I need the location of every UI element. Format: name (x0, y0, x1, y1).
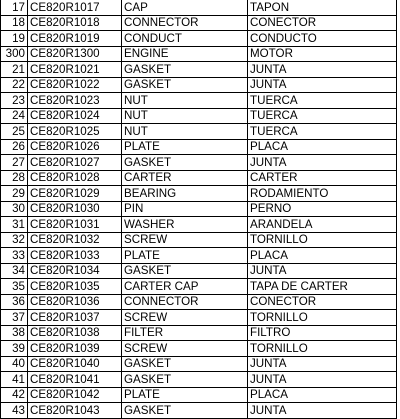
spanish-name-cell: FILTRO (248, 325, 397, 341)
item-number-cell: 28 (1, 170, 28, 186)
spanish-name-cell: RODAMIENTO (248, 186, 397, 202)
item-number-cell: 22 (1, 77, 28, 93)
part-code-cell: CE820R1021 (28, 62, 122, 78)
part-code-cell: CE820R1043 (28, 403, 122, 419)
english-name-cell: FILTER (122, 325, 248, 341)
english-name-cell: CONDUCT (122, 31, 248, 47)
spanish-name-cell: JUNTA (248, 62, 397, 78)
spanish-name-cell: TUERCA (248, 108, 397, 124)
english-name-cell: CARTER (122, 170, 248, 186)
english-name-cell: NUT (122, 93, 248, 109)
english-name-cell: GASKET (122, 155, 248, 171)
spanish-name-cell: TORNILLO (248, 232, 397, 248)
part-code-cell: CE820R1028 (28, 170, 122, 186)
part-code-cell: CE820R1023 (28, 93, 122, 109)
item-number-cell: 35 (1, 279, 28, 295)
table-row (1, 15, 397, 31)
english-name-cell: ENGINE (122, 46, 248, 62)
english-name-cell: SCREW (122, 232, 248, 248)
spanish-name-cell: CONDUCTO (248, 31, 397, 47)
part-code-cell: CE820R1037 (28, 310, 122, 326)
english-name-cell: SCREW (122, 310, 248, 326)
part-code-cell: CE820R1031 (28, 217, 122, 233)
spanish-name-cell: JUNTA (248, 77, 397, 93)
item-number-cell: 31 (1, 217, 28, 233)
item-number-cell: 27 (1, 155, 28, 171)
english-name-cell: NUT (122, 108, 248, 124)
table-row (1, 139, 397, 155)
item-number-cell: 300 (1, 46, 28, 62)
english-name-cell: GASKET (122, 62, 248, 78)
english-name-cell: GASKET (122, 263, 248, 279)
spanish-name-cell: TUERCA (248, 124, 397, 140)
spanish-name-cell: PLACA (248, 387, 397, 403)
english-name-cell: CAP (122, 0, 248, 15)
parts-table-body (1, 0, 397, 418)
english-name-cell: GASKET (122, 372, 248, 388)
spanish-name-cell: CONECTOR (248, 15, 397, 31)
part-code-cell: CE820R1300 (28, 46, 122, 62)
spanish-name-cell: TAPON (248, 0, 397, 15)
spanish-name-cell: JUNTA (248, 356, 397, 372)
english-name-cell: CONNECTOR (122, 15, 248, 31)
table-row (1, 31, 397, 47)
part-code-cell: CE820R1024 (28, 108, 122, 124)
part-code-cell: CE820R1019 (28, 31, 122, 47)
table-row (1, 186, 397, 202)
spanish-name-cell: CARTER (248, 170, 397, 186)
part-code-cell: CE820R1039 (28, 341, 122, 357)
item-number-cell: 25 (1, 124, 28, 140)
table-row (1, 155, 397, 171)
table-row (1, 387, 397, 403)
item-number-cell: 40 (1, 356, 28, 372)
item-number-cell: 23 (1, 93, 28, 109)
spanish-name-cell: CONECTOR (248, 294, 397, 310)
part-code-cell: CE820R1035 (28, 279, 122, 295)
english-name-cell: GASKET (122, 77, 248, 93)
spanish-name-cell: TUERCA (248, 93, 397, 109)
part-code-cell: CE820R1032 (28, 232, 122, 248)
item-number-cell: 39 (1, 341, 28, 357)
part-code-cell: CE820R1022 (28, 77, 122, 93)
spanish-name-cell: TORNILLO (248, 341, 397, 357)
table-row (1, 77, 397, 93)
table-row (1, 294, 397, 310)
english-name-cell: NUT (122, 124, 248, 140)
table-row (1, 341, 397, 357)
spanish-name-cell: JUNTA (248, 155, 397, 171)
table-row (1, 279, 397, 295)
item-number-cell: 38 (1, 325, 28, 341)
item-number-cell: 18 (1, 15, 28, 31)
table-row (1, 403, 397, 419)
spanish-name-cell: JUNTA (248, 403, 397, 419)
part-code-cell: CE820R1036 (28, 294, 122, 310)
spanish-name-cell: PERNO (248, 201, 397, 217)
item-number-cell: 30 (1, 201, 28, 217)
english-name-cell: CARTER CAP (122, 279, 248, 295)
table-row (1, 62, 397, 78)
spanish-name-cell: TAPA DE CARTER (248, 279, 397, 295)
spanish-name-cell: PLACA (248, 248, 397, 264)
spanish-name-cell: ARANDELA (248, 217, 397, 233)
english-name-cell: PLATE (122, 248, 248, 264)
item-number-cell: 42 (1, 387, 28, 403)
spanish-name-cell: MOTOR (248, 46, 397, 62)
english-name-cell: PIN (122, 201, 248, 217)
english-name-cell: BEARING (122, 186, 248, 202)
part-code-cell: CE820R1034 (28, 263, 122, 279)
item-number-cell: 24 (1, 108, 28, 124)
table-row (1, 124, 397, 140)
table-row (1, 232, 397, 248)
english-name-cell: WASHER (122, 217, 248, 233)
part-code-cell: CE820R1041 (28, 372, 122, 388)
table-row (1, 310, 397, 326)
table-row (1, 170, 397, 186)
item-number-cell: 37 (1, 310, 28, 326)
item-number-cell: 41 (1, 372, 28, 388)
item-number-cell: 21 (1, 62, 28, 78)
item-number-cell: 36 (1, 294, 28, 310)
part-code-cell: CE820R1038 (28, 325, 122, 341)
table-row (1, 93, 397, 109)
part-code-cell: CE820R1018 (28, 15, 122, 31)
english-name-cell: GASKET (122, 356, 248, 372)
part-code-cell: CE820R1040 (28, 356, 122, 372)
item-number-cell: 17 (1, 0, 28, 15)
item-number-cell: 33 (1, 248, 28, 264)
table-row (1, 263, 397, 279)
item-number-cell: 19 (1, 31, 28, 47)
table-row (1, 108, 397, 124)
spanish-name-cell: TORNILLO (248, 310, 397, 326)
english-name-cell: PLATE (122, 387, 248, 403)
part-code-cell: CE820R1027 (28, 155, 122, 171)
part-code-cell: CE820R1042 (28, 387, 122, 403)
table-row (1, 46, 397, 62)
english-name-cell: GASKET (122, 403, 248, 419)
table-row (1, 217, 397, 233)
table-row (1, 325, 397, 341)
part-code-cell: CE820R1029 (28, 186, 122, 202)
spanish-name-cell: JUNTA (248, 263, 397, 279)
table-row (1, 201, 397, 217)
english-name-cell: PLATE (122, 139, 248, 155)
part-code-cell: CE820R1033 (28, 248, 122, 264)
part-code-cell: CE820R1026 (28, 139, 122, 155)
spanish-name-cell: PLACA (248, 139, 397, 155)
table-row (1, 356, 397, 372)
table-row (1, 372, 397, 388)
table-row (1, 0, 397, 15)
item-number-cell: 32 (1, 232, 28, 248)
english-name-cell: SCREW (122, 341, 248, 357)
item-number-cell: 26 (1, 139, 28, 155)
part-code-cell: CE820R1025 (28, 124, 122, 140)
item-number-cell: 29 (1, 186, 28, 202)
table-row (1, 248, 397, 264)
spanish-name-cell: JUNTA (248, 372, 397, 388)
item-number-cell: 43 (1, 403, 28, 419)
part-code-cell: CE820R1017 (28, 0, 122, 15)
item-number-cell: 34 (1, 263, 28, 279)
part-code-cell: CE820R1030 (28, 201, 122, 217)
english-name-cell: CONNECTOR (122, 294, 248, 310)
